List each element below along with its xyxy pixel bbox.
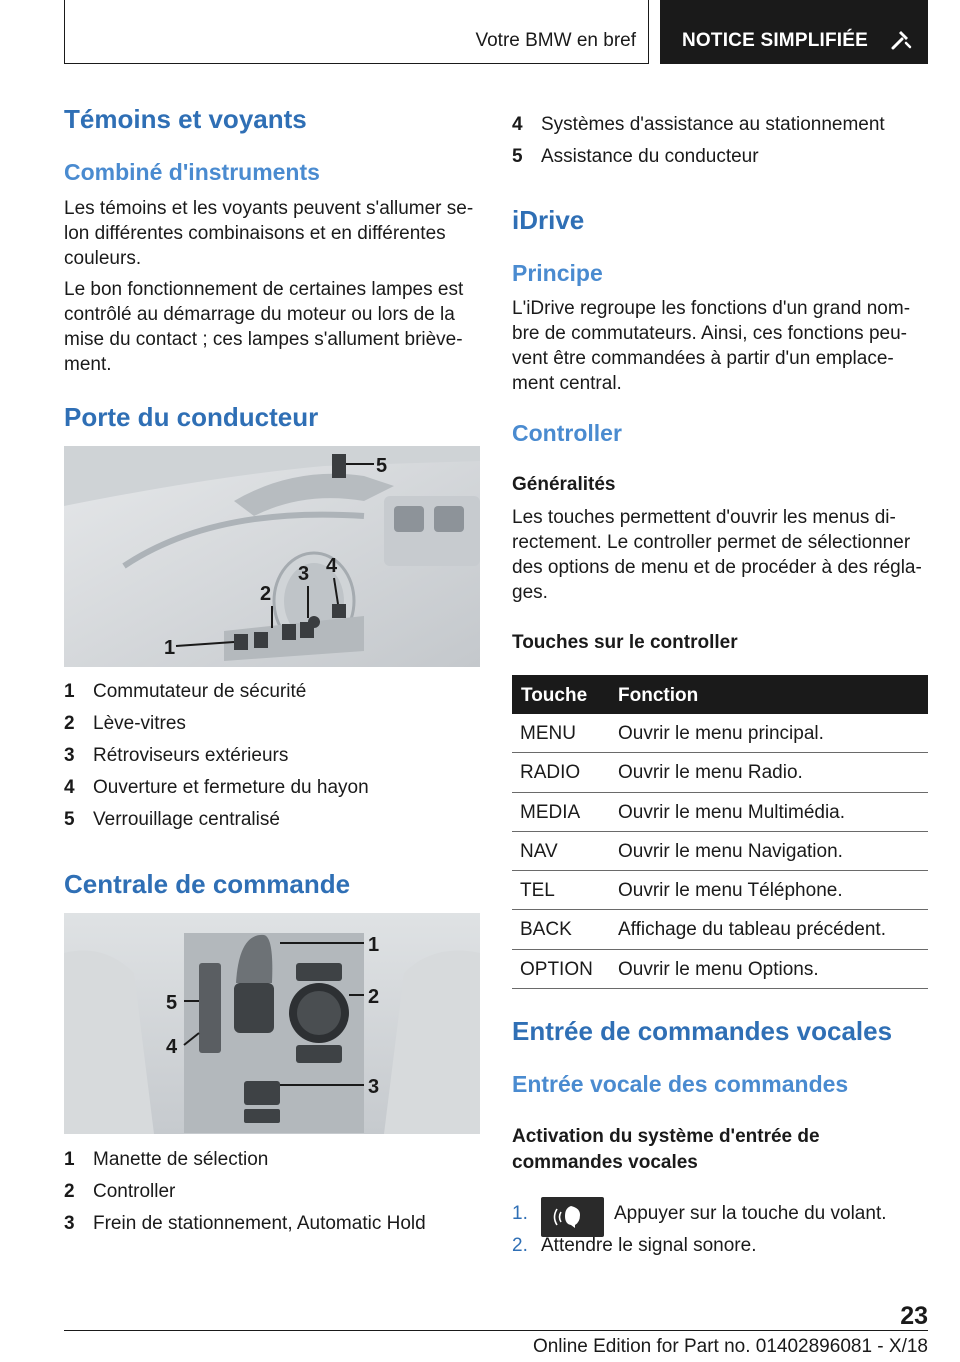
list-item [64,713,480,745]
list-number: 2 [64,1181,75,1202]
door-illustration [64,446,480,667]
paragraph-principe [512,296,928,396]
list-item [64,745,480,777]
step-number: 1. [512,1203,528,1224]
callout-3: 3 [368,1076,380,1098]
heading-generalites: Généralités [512,474,616,495]
text-line: ges. [512,582,548,603]
text-line: Activation du système d'entrée de [512,1126,820,1147]
heading-entree-commandes: Entrée de commandes vocales [512,1016,893,1046]
heading-porte: Porte du conducteur [64,402,319,432]
list-text: Verrouillage centralisé [93,809,280,830]
steps-list [512,1203,928,1267]
list-number: 4 [64,777,75,798]
page-header [64,0,928,64]
paragraph-temoins-1 [64,196,480,271]
list-text: Rétroviseurs extérieurs [93,745,289,766]
heading-centrale: Centrale de commande [64,869,351,899]
list-item [512,146,928,178]
console-legend-list [64,1149,480,1245]
console-photo [64,913,480,1134]
callout-2: 2 [368,986,380,1008]
door-photo [64,446,480,667]
header-badge [660,0,928,64]
heading-combine: Combiné d'instruments [64,159,320,185]
table-row [512,753,928,792]
list-item [64,1181,480,1213]
table-row [512,910,928,949]
text-line: contrôlé au démarrage du moteur ou lors de la [64,304,455,325]
text-line: lon différentes combinaisons et en différentes [64,223,446,244]
table-cell-key: RADIO [520,762,581,784]
list-text: Systèmes d'assistance au stationnement [541,114,885,135]
step-item [512,1203,928,1235]
table-cell-key: BACK [520,919,572,941]
text-line: des options de menu et de procéder à des régla- [512,557,922,578]
heading-controller: Controller [512,420,622,446]
table-cell-function: Affichage du tableau précédent. [618,919,886,941]
table-cell-key: MEDIA [520,801,581,823]
list-text: Ouverture et fermeture du hayon [93,777,369,798]
heading-touches: Touches sur le controller [512,632,738,653]
list-number: 3 [64,1213,75,1234]
callout-4: 4 [166,1036,178,1058]
list-number: 4 [512,114,523,135]
list-number: 5 [512,146,523,167]
table-cell-function: Ouvrir le menu Radio. [618,762,803,784]
paragraph-temoins-2 [64,277,480,377]
heading-principe: Principe [512,260,603,286]
callout-2: 2 [260,583,272,605]
list-text: Frein de stationnement, Automatic Hold [93,1213,426,1234]
list-number: 5 [64,809,75,830]
list-number: 1 [64,1149,75,1170]
callout-3: 3 [298,563,310,585]
header-badge-label: NOTICE SIMPLIFIÉE [682,30,869,51]
text-line: bre de commutateurs. Ainsi, ces fonctions peu- [512,323,907,344]
text-line: vent être commandées à partir d'un emplace- [512,348,894,369]
table-header [512,675,928,714]
list-item [64,777,480,809]
list-item [512,114,928,146]
table-cell-function: Ouvrir le menu Options. [618,958,819,980]
table-row [512,871,928,910]
wrench-hammer-icon [890,29,912,51]
list-text: Commutateur de sécurité [93,681,307,702]
table-row [512,793,928,832]
console-legend-list-continued [512,114,928,178]
list-text: Lève-vitres [93,713,186,734]
step-item [512,1235,928,1267]
header-section-box [64,0,649,64]
text-line: commandes vocales [512,1152,698,1173]
heading-entree-vocale: Entrée vocale des commandes [512,1071,849,1097]
text-line: mise du contact ; ces lampes s'allument briève- [64,329,463,350]
header-section-title: Votre BMW en bref [475,30,636,51]
callout-5: 5 [166,992,178,1014]
list-text: Assistance du conducteur [541,146,759,167]
step-text: Attendre le signal sonore. [541,1235,757,1256]
text-line: ment. [64,354,112,375]
text-line: Le bon fonctionnement de certaines lampes est [64,279,464,300]
step-text: Appuyer sur la touche du volant. [614,1203,887,1224]
table-cell-function: Ouvrir le menu Navigation. [618,840,843,862]
table-row [512,714,928,753]
table-cell-key: OPTION [520,958,593,980]
list-number: 3 [64,745,75,766]
text-line: couleurs. [64,248,142,269]
table-cell-key: MENU [520,723,576,744]
table-row [512,832,928,871]
text-line: L'iDrive regroupe les fonctions d'un grand nom- [512,298,911,319]
table-header-touche: Touche [521,685,588,706]
controller-keys-table [512,675,928,989]
callout-4: 4 [326,555,338,577]
page-number: 23 [900,1302,928,1330]
heading-temoins: Témoins et voyants [64,104,307,134]
text-line: rectement. Le controller permet de sélectionner [512,532,911,553]
list-number: 2 [64,713,75,734]
list-number: 1 [64,681,75,702]
footer-edition: Online Edition for Part no. 01402896081 - X/18 [532,1336,928,1357]
console-illustration [64,913,480,1134]
table-cell-key: NAV [520,840,558,862]
text-line: Les touches permettent d'ouvrir les menus di- [512,507,896,528]
table-cell-function: Ouvrir le menu Téléphone. [618,880,843,902]
table-cell-key: TEL [520,880,555,902]
table-cell-function: Ouvrir le menu principal. [618,723,824,744]
heading-activation [512,1124,820,1176]
list-text: Controller [93,1181,176,1202]
list-item [64,1149,480,1181]
table-row [512,950,928,989]
list-text: Manette de sélection [93,1149,269,1170]
callout-5: 5 [376,455,388,477]
door-legend-list [64,681,480,841]
paragraph-generalites [512,505,928,605]
list-item [64,809,480,841]
table-cell-function: Ouvrir le menu Multimédia. [618,801,846,823]
callout-1: 1 [368,934,380,956]
list-item [64,1213,480,1245]
callout-1: 1 [164,637,176,659]
footer-divider [64,1330,928,1331]
list-item [64,681,480,713]
table-header-fonction: Fonction [618,685,699,706]
text-line: ment central. [512,373,622,394]
step-number: 2. [512,1235,528,1256]
heading-idrive: iDrive [512,205,585,235]
text-line: Les témoins et les voyants peuvent s'allumer se- [64,198,474,219]
voice-command-icon [541,1197,604,1237]
